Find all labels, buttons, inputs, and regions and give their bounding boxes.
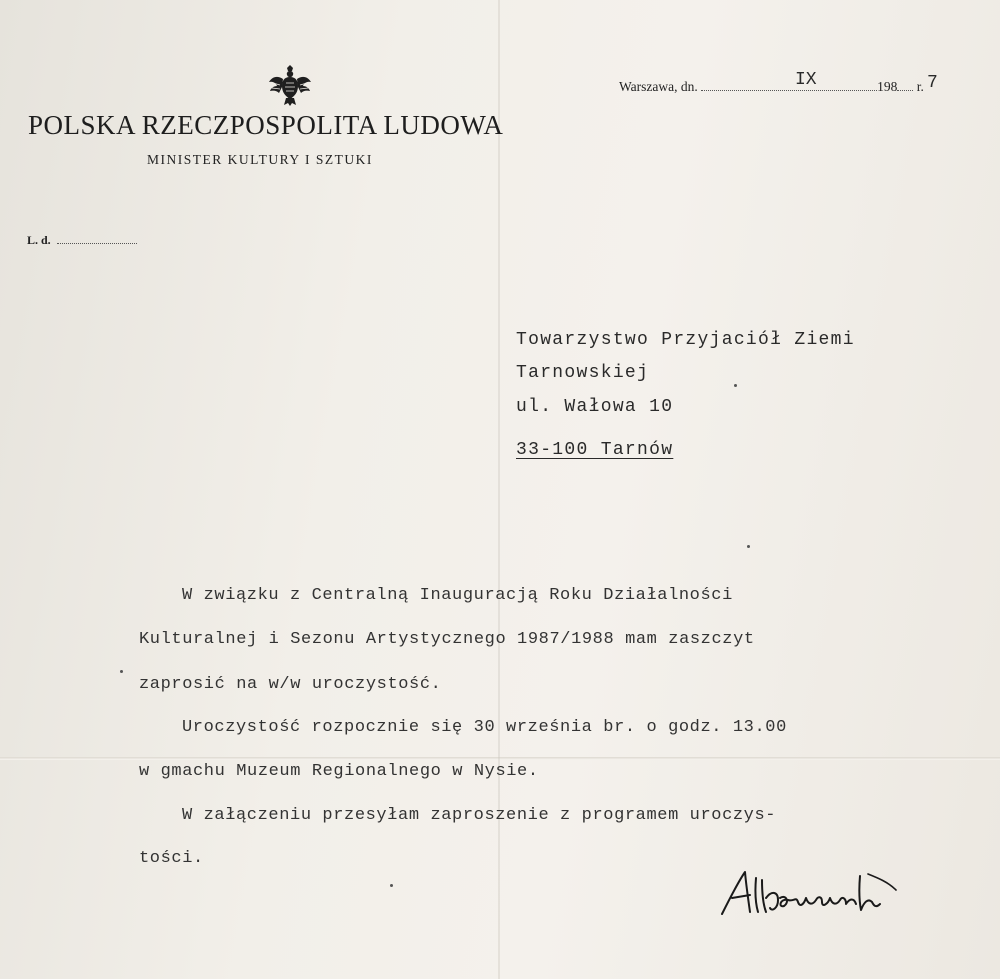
- body-line: w gmachu Muzeum Regionalnego w Nysie.: [139, 762, 539, 781]
- recipient-line-1: Towarzystwo Przyjaciół Ziemi: [516, 330, 855, 350]
- place-label: Warszawa, dn.: [619, 79, 698, 94]
- paper-fold-horizontal: [0, 757, 1000, 760]
- body-line: tości.: [139, 849, 204, 868]
- paper-fold-vertical: [498, 0, 500, 979]
- date-line: [619, 79, 924, 95]
- ministry-subheading: MINISTER KULTURY I SZTUKI: [147, 152, 373, 167]
- date-dotted-line: [701, 90, 877, 91]
- date-year-digit: 7: [927, 73, 938, 93]
- year-suffix: r.: [916, 79, 924, 94]
- reference-field: [27, 233, 137, 248]
- body-line: zaprosić na w/w uroczystość.: [139, 675, 442, 694]
- body-line: Uroczystość rozpocznie się 30 września br. o godz. 13.00: [182, 718, 787, 737]
- eagle-emblem-icon: [268, 65, 312, 107]
- paper-speck: [747, 545, 750, 548]
- year-prefix: 198: [877, 79, 898, 94]
- body-line: W związku z Centralną Inauguracją Roku Działalności: [182, 586, 733, 605]
- recipient-line-2: Tarnowskiej: [516, 363, 650, 383]
- reference-label: L. d.: [27, 233, 51, 247]
- body-line: W załączeniu przesyłam zaproszenie z programem uroczys-: [182, 806, 777, 825]
- paper-speck: [390, 884, 393, 887]
- paper-speck: [734, 384, 737, 387]
- body-line: Kulturalnej i Sezonu Artystycznego 1987/1988 mam zaszczyt: [139, 630, 755, 649]
- recipient-line-3: ul. Wałowa 10: [516, 397, 674, 417]
- issuer-heading: POLSKA RZECZPOSPOLITA LUDOWA: [28, 110, 504, 140]
- year-dotted-line: [897, 90, 913, 91]
- recipient-postal-line: 33-100 Tarnów: [516, 440, 674, 460]
- reference-dotted-line: [57, 243, 137, 244]
- paper-speck: [120, 670, 123, 673]
- signature-icon: [718, 868, 908, 920]
- date-month: IX: [795, 70, 817, 90]
